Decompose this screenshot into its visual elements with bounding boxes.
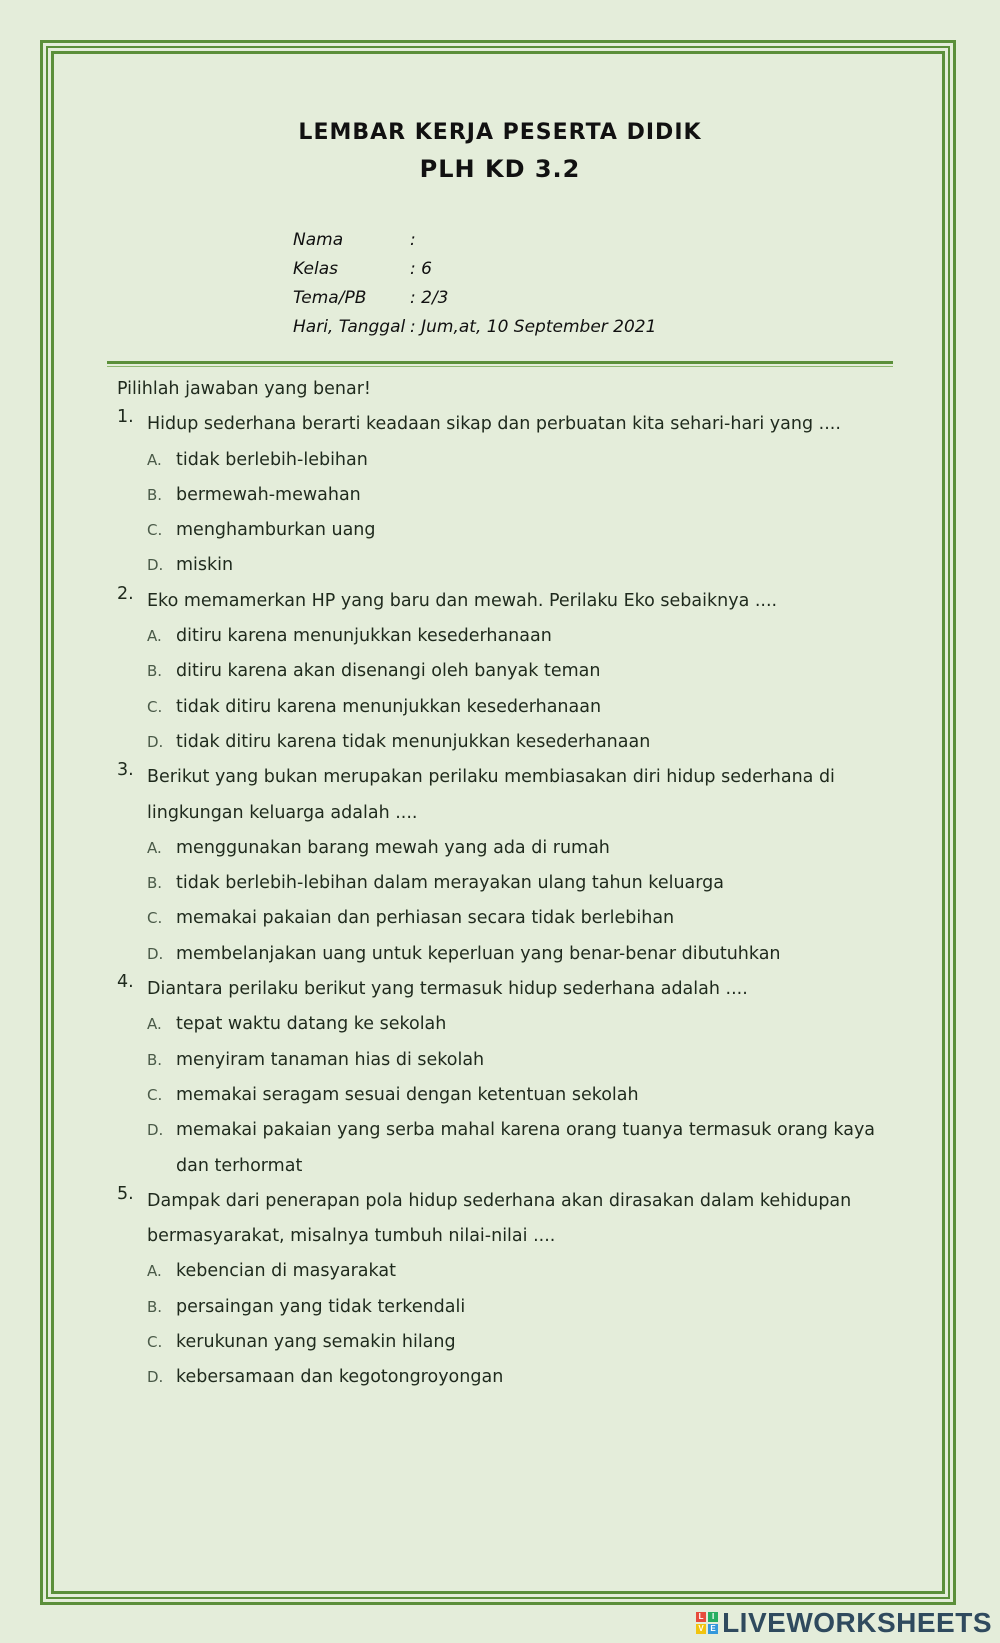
info-value-name[interactable]: :: [410, 230, 416, 250]
info-row-name: [293, 226, 656, 255]
question-number: 5.: [117, 1183, 134, 1204]
option-text: kebersamaan dan kegotongroyongan: [176, 1367, 504, 1388]
worksheet-subtitle: PLH KD 3.2: [419, 155, 581, 183]
option-5d[interactable]: [147, 1360, 917, 1395]
option-letter: D.: [147, 944, 164, 963]
option-4c[interactable]: [147, 1078, 917, 1113]
option-2c[interactable]: [147, 690, 917, 725]
option-5b[interactable]: [147, 1290, 917, 1325]
option-2a[interactable]: [147, 619, 917, 654]
question-number: 3.: [117, 760, 134, 781]
info-label: Tema/PB: [293, 288, 367, 308]
option-letter: C.: [147, 909, 163, 928]
liveworksheets-brand[interactable]: [696, 1607, 992, 1639]
option-3b[interactable]: [147, 866, 917, 901]
option-letter: B.: [147, 874, 163, 893]
option-letter: D.: [147, 1121, 164, 1140]
option-letter: D.: [147, 732, 164, 751]
option-text: ditiru karena akan disenangi oleh banyak teman: [176, 661, 601, 682]
question-list: [117, 372, 917, 1396]
brand-name: LIVEWORKSHEETS: [722, 1607, 992, 1638]
option-letter: B.: [147, 485, 163, 504]
option-letter: C.: [147, 521, 163, 540]
question-2: [117, 584, 917, 619]
instruction: Pilihlah jawaban yang benar!: [117, 379, 371, 399]
info-label: Nama: [293, 230, 344, 250]
option-letter: C.: [147, 1085, 163, 1104]
option-text: membelanjakan uang untuk keperluan yang benar-benar dibutuhkan: [176, 943, 781, 964]
option-text: menghamburkan uang: [176, 520, 376, 541]
option-letter: A.: [147, 627, 162, 646]
info-row-class: [293, 255, 656, 284]
option-text: persaingan yang tidak terkendali: [176, 1296, 466, 1317]
info-value-theme: : 2/3: [410, 288, 449, 308]
option-text: tidak berlebih-lebihan dalam merayakan ulang tahun keluarga: [176, 873, 724, 894]
option-text: kebencian di masyarakat: [176, 1261, 396, 1282]
question-text: Diantara perilaku berikut yang termasuk hidup sederhana adalah ....: [147, 979, 748, 1000]
header-divider: [107, 361, 893, 364]
question-text: Eko memamerkan HP yang baru dan mewah. Perilaku Eko sebaiknya ....: [147, 590, 778, 611]
info-label: Hari, Tanggal: [293, 317, 406, 337]
option-letter: C.: [147, 697, 163, 716]
option-text: memakai seragam sesuai dengan ketentuan sekolah: [176, 1084, 639, 1105]
option-letter: A.: [147, 450, 162, 469]
logo-tile: E: [708, 1624, 718, 1634]
option-3c[interactable]: [147, 901, 917, 936]
option-4d[interactable]: [147, 1113, 917, 1184]
option-4a[interactable]: [147, 1007, 917, 1042]
option-5c[interactable]: [147, 1325, 917, 1360]
option-1a[interactable]: [147, 443, 917, 478]
question-text: Dampak dari penerapan pola hidup sederhana akan dirasakan dalam kehidupan bermasyarakat, misalnya tumbuh nilai-nilai ....: [147, 1190, 852, 1247]
option-letter: A.: [147, 1015, 162, 1034]
option-letter: A.: [147, 838, 162, 857]
info-row-date: [293, 313, 656, 342]
info-value-date: : Jum,at, 10 September 2021: [410, 317, 657, 337]
option-text: menyiram tanaman hias di sekolah: [176, 1049, 485, 1070]
question-number: 2.: [117, 583, 134, 604]
option-text: tepat waktu datang ke sekolah: [176, 1014, 447, 1035]
logo-tile: I: [708, 1612, 718, 1622]
option-text: kerukunan yang semakin hilang: [176, 1332, 456, 1353]
option-1b[interactable]: [147, 478, 917, 513]
option-2d[interactable]: [147, 725, 917, 760]
question-text: Berikut yang bukan merupakan perilaku membiasakan diri hidup sederhana di lingkungan keluarga adalah ....: [147, 767, 835, 823]
info-value-class: : 6: [410, 259, 432, 279]
option-text: tidak ditiru karena menunjukkan kesederhanaan: [176, 696, 602, 717]
option-text: tidak ditiru karena tidak menunjukkan kesederhanaan: [176, 731, 651, 752]
option-letter: C.: [147, 1333, 163, 1352]
worksheet-title: LEMBAR KERJA PESERTA DIDIK: [298, 120, 702, 145]
info-row-theme: [293, 284, 656, 313]
option-letter: B.: [147, 662, 163, 681]
logo-tile: L: [696, 1612, 706, 1622]
header-divider-thin: [107, 366, 893, 367]
option-letter: D.: [147, 1368, 164, 1387]
option-letter: B.: [147, 1297, 163, 1316]
option-5a[interactable]: [147, 1254, 917, 1289]
option-text: menggunakan barang mewah yang ada di rumah: [176, 837, 610, 858]
option-text: memakai pakaian dan perhiasan secara tidak berlebihan: [176, 908, 675, 929]
option-letter: B.: [147, 1050, 163, 1069]
question-text: Hidup sederhana berarti keadaan sikap dan perbuatan kita sehari-hari yang ....: [147, 414, 841, 435]
option-text: bermewah-mewahan: [176, 484, 361, 505]
option-letter: A.: [147, 1262, 162, 1281]
option-letter: D.: [147, 556, 164, 575]
question-3: [117, 760, 917, 831]
question-5: [117, 1184, 917, 1255]
option-3d[interactable]: [147, 937, 917, 972]
option-text: tidak berlebih-lebihan: [176, 449, 368, 470]
option-text: miskin: [176, 555, 234, 576]
option-1c[interactable]: [147, 513, 917, 548]
option-3a[interactable]: [147, 831, 917, 866]
option-1d[interactable]: [147, 548, 917, 583]
question-4: [117, 972, 917, 1007]
student-info: [293, 226, 656, 342]
question-number: 4.: [117, 972, 134, 993]
question-1: [117, 407, 917, 442]
question-number: 1.: [117, 407, 134, 428]
option-4b[interactable]: [147, 1043, 917, 1078]
option-text: memakai pakaian yang serba mahal karena orang tuanya termasuk orang kaya dan terhormat: [176, 1120, 876, 1176]
info-label: Kelas: [293, 259, 338, 279]
option-text: ditiru karena menunjukkan kesederhanaan: [176, 626, 552, 647]
option-2b[interactable]: [147, 654, 917, 689]
logo-tile: V: [696, 1624, 706, 1634]
liveworksheets-logo-icon: [696, 1612, 718, 1634]
